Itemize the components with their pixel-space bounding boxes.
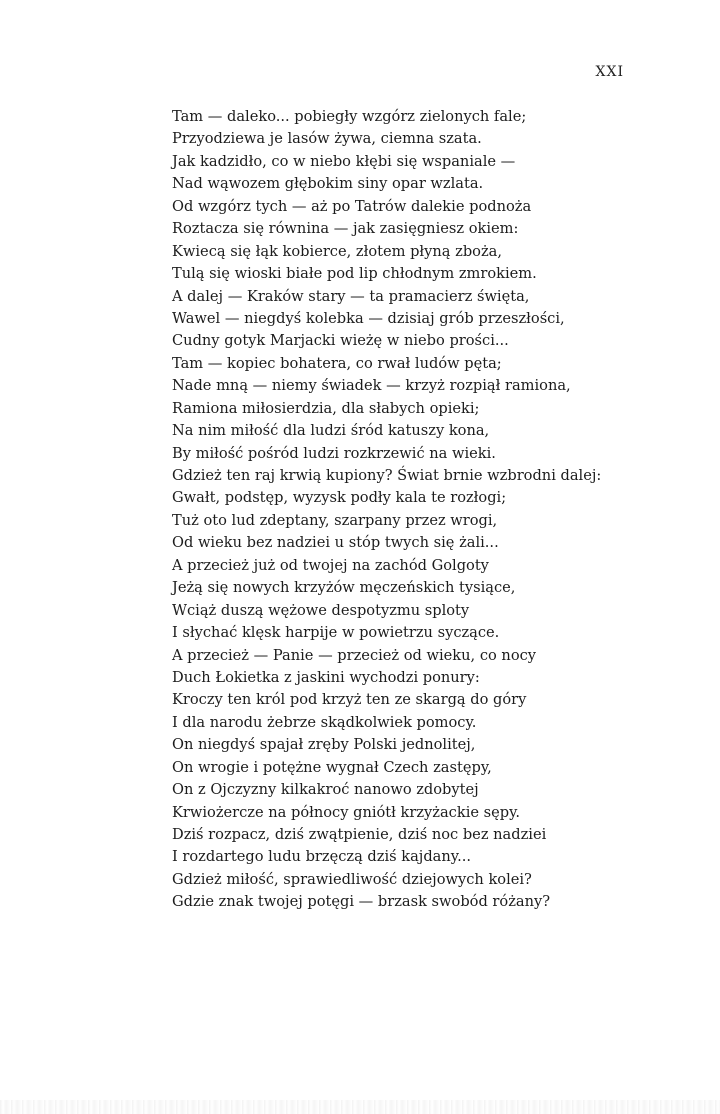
poem-line: A przecież już od twojej na zachód Golgoty xyxy=(172,556,489,574)
poem-line: Gdzież ten raj krwią kupiony? Świat brnie wzbrodni dalej: xyxy=(172,467,602,484)
poem-line: Tam — kopiec bohatera, co rwał ludów pęta; xyxy=(172,354,502,372)
poem-line: Gwałt, podstęp, wyzysk podły kala te rozłogi; xyxy=(172,489,507,507)
poem-line: A dalej — Kraków stary — ta pramacierz święta, xyxy=(172,287,530,305)
poem-line: Na nim miłość dla ludzi śród katuszy kona, xyxy=(172,422,490,440)
poem-line: Gdzież miłość, sprawiedliwość dziejowych kolei? xyxy=(172,870,532,888)
poem-line: Tuż oto lud zdeptany, szarpany przez wrogi, xyxy=(172,511,498,529)
poem-line: By miłość pośród ludzi rozkrzewić na wieki. xyxy=(172,444,496,462)
poem-line: Kroczy ten król pod krzyż ten ze skargą do góry xyxy=(172,691,527,709)
poem-line: Tam — daleko... pobiegły wzgórz zielonych fale; xyxy=(172,108,527,125)
poem-line: A przecież — Panie — przecież od wieku, co nocy xyxy=(172,646,537,664)
poem-line: Duch Łokietka z jaskini wychodzi ponury: xyxy=(172,668,480,686)
poem-line: Kwiecą się łąk kobierce, złotem płyną zboża, xyxy=(172,242,502,260)
poem-line: Ramiona miłosierdzia, dla słabych opieki; xyxy=(172,399,480,417)
poem-line: I dla narodu żebrze skądkolwiek pomocy. xyxy=(172,713,477,731)
poem-line: Krwiożercze na północy gniótł krzyżackie sępy. xyxy=(172,803,521,821)
poem-text xyxy=(172,106,642,914)
poem-line: Wciąż duszą wężowe despotyzmu sploty xyxy=(172,601,470,619)
poem-line: Od wieku bez nadziei u stóp twych się żali... xyxy=(172,534,499,552)
poem-line: I słychać klęsk harpije w powietrzu syczące. xyxy=(172,624,500,642)
poem-line: Roztacza się równina — jak zasięgniesz okiem: xyxy=(172,220,519,238)
poem-line: Przyodziewa je lasów żywa, ciemna szata. xyxy=(172,130,482,148)
poem-line: I rozdartego ludu brzęczą dziś kajdany... xyxy=(172,848,471,866)
poem-line: Jak kadzidło, co w niebo kłębi się wspaniale — xyxy=(172,152,516,170)
poem-line: Tulą się wioski białe pod lip chłodnym zmrokiem. xyxy=(172,265,537,283)
poem-line: Nad wąwozem głębokim siny opar wzlata. xyxy=(172,175,484,193)
poem-line: Jeżą się nowych krzyżów męczeńskich tysiące, xyxy=(172,579,516,597)
poem-line: Cudny gotyk Marjacki wieżę w niebo prości... xyxy=(172,332,509,350)
poem-line: Dziś rozpacz, dziś zwątpienie, dziś noc bez nadziei xyxy=(172,826,547,843)
poem-line: On z Ojczyzny kilkakroć nanowo zdobytej xyxy=(172,781,479,799)
poem-line: Od wzgórz tych — aż po Tatrów dalekie podnoża xyxy=(172,197,532,215)
poem-line: On wrogie i potężne wygnał Czech zastępy, xyxy=(172,758,492,776)
page-number: XXI xyxy=(595,64,624,80)
poem-line: Wawel — niegdyś kolebka — dzisiaj grób przeszłości, xyxy=(172,309,565,327)
poem-line: Gdzie znak twojej potęgi — brzask swobód różany? xyxy=(172,893,551,911)
poem-line: On niegdyś spajał zręby Polski jednolitej, xyxy=(172,736,476,754)
scan-edge-noise xyxy=(0,1100,720,1114)
poem-line: Nade mną — niemy świadek — krzyż rozpiął ramiona, xyxy=(172,377,571,395)
